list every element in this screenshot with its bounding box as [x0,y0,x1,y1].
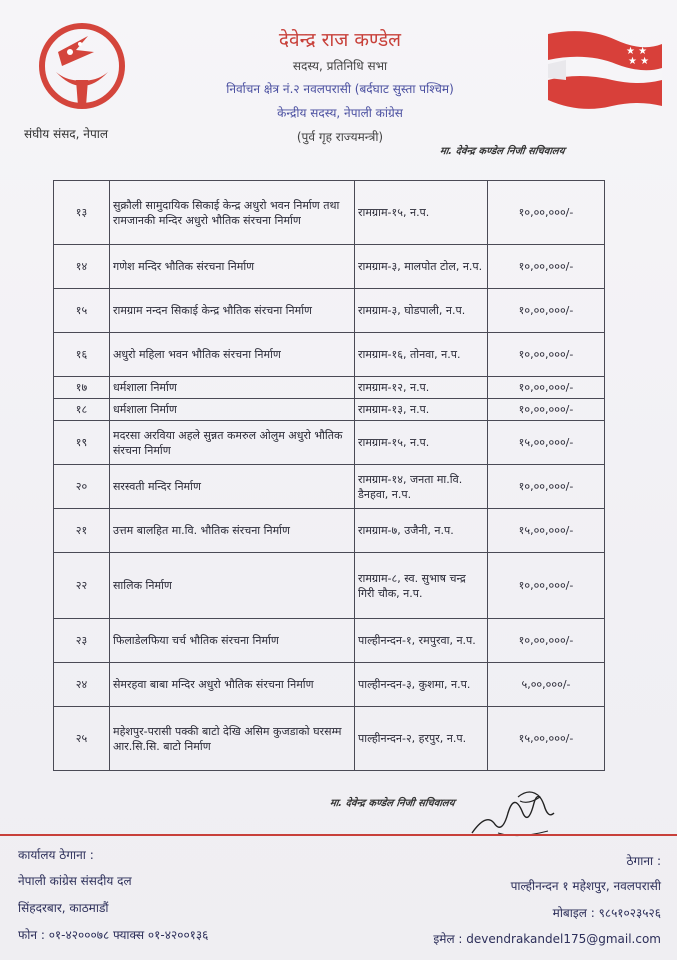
row-serial-number: १७ [54,377,110,399]
party-flag-icon [546,30,664,110]
row-serial-number: १६ [54,333,110,377]
table-row [54,289,605,333]
row-location: रामग्राम-१२, न.प. [355,377,488,399]
row-description: रामग्राम नन्दन सिकाई केन्द्र भौतिक संरचना निर्माण [110,289,355,333]
office-address-line1: नेपाली कांग्रेस संसदीय दल [18,874,132,888]
row-amount: १५,००,०००/- [488,509,605,553]
row-location: पाल्हीनन्दन-१, रमपुरवा, न.प. [355,619,488,663]
row-description: सेमरहवा बाबा मन्दिर अधुरो भौतिक संरचना निर्माण [110,663,355,707]
table-row [54,333,605,377]
member-role: सदस्य, प्रतिनिधि सभा [292,59,388,73]
row-serial-number: २२ [54,553,110,619]
row-amount: १०,००,०००/- [488,245,605,289]
table-row [54,399,605,421]
row-location: रामग्राम-१५, न.प. [355,421,488,465]
table-row [54,509,605,553]
row-description: फिलाडेलफिया चर्च भौतिक संरचना निर्माण [110,619,355,663]
table-row [54,245,605,289]
row-serial-number: १८ [54,399,110,421]
home-address-label: ठेगाना : [626,854,661,868]
row-description: धर्मशाला निर्माण [110,377,355,399]
row-amount: १०,००,०००/- [488,619,605,663]
row-serial-number: २३ [54,619,110,663]
table-row [54,707,605,771]
office-address-line2: सिंहदरबार, काठमाडौं [18,901,109,915]
former-position: (पुर्व गृह राज्यमन्त्री) [296,130,384,144]
project-table-body [54,181,605,771]
row-description: महेशपुर-परासी पक्की बाटो देखि असिम कुजडाको घरसम्म आर.सि.सि. बाटो निर्माण [110,707,355,771]
row-amount: १०,००,०००/- [488,333,605,377]
row-location: पाल्हीनन्दन-२, हरपुर, न.प. [355,707,488,771]
row-amount: १०,००,०००/- [488,377,605,399]
row-description: अधुरो महिला भवन भौतिक संरचना निर्माण [110,333,355,377]
row-amount: १०,००,०००/- [488,553,605,619]
secretariat-stamp-label: मा. देवेन्द्र कण्डेल निजी सचिवालय [329,798,456,809]
project-table [53,180,605,771]
home-address-line1: पाल्हीनन्दन १ महेशपुर, नवलपरासी [510,879,661,893]
row-location: रामग्राम-१३, न.प. [355,399,488,421]
row-serial-number: २५ [54,707,110,771]
row-location: पाल्हीनन्दन-३, कुशमा, न.प. [355,663,488,707]
row-location: रामग्राम-७, उजैनी, न.प. [355,509,488,553]
row-serial-number: २० [54,465,110,509]
row-serial-number: १५ [54,289,110,333]
row-serial-number: २१ [54,509,110,553]
row-amount: १०,००,०००/- [488,465,605,509]
secretariat-label: मा. देवेन्द्र कण्डेल निजी सचिवालय [439,146,566,157]
row-description: गणेश मन्दिर भौतिक संरचना निर्माण [110,245,355,289]
row-amount: ५,००,०००/- [488,663,605,707]
member-name: देवेन्द्र राज कण्डेल [278,29,402,51]
parliament-label: संघीय संसद, नेपाल [24,127,109,141]
row-description: सालिक निर्माण [110,553,355,619]
office-phone: फोन : ०१-४२०००७८ फ्याक्स ०१-४२००१३६ [18,928,209,942]
table-row [54,377,605,399]
row-description: सुक्रौली सामुदायिक सिकाई केन्द्र अधुरो भवन निर्माण तथा रामजानकी मन्दिर अधुरो भौतिक संरचना निर्माण [110,181,355,245]
table-row [54,619,605,663]
table-row [54,465,605,509]
table-row [54,663,605,707]
svg-text:★ ★: ★ ★ [628,56,650,67]
party-role: केन्द्रीय सदस्य, नेपाली कांग्रेस [277,106,403,120]
row-amount: १०,००,०००/- [488,399,605,421]
table-row [54,421,605,465]
email-label: इमेल : [433,932,463,946]
row-description: सरस्वती मन्दिर निर्माण [110,465,355,509]
row-serial-number: १४ [54,245,110,289]
row-description: उत्तम बालहित मा.वि. भौतिक संरचना निर्माण [110,509,355,553]
row-location: रामग्राम-३, घोडपाली, न.प. [355,289,488,333]
row-location: रामग्राम-१६, तोनवा, न.प. [355,333,488,377]
row-location: रामग्राम-८, स्व. सुभाष चन्द्र गिरी चौक, न.प. [355,553,488,619]
row-amount: १५,००,०००/- [488,421,605,465]
row-amount: १०,००,०००/- [488,181,605,245]
email-line [433,930,661,947]
row-description: मदरसा अरविया अहले सुन्नत कमरुल ओलुम अधुरो भौतिक संरचना निर्माण [110,421,355,465]
row-serial-number: १३ [54,181,110,245]
row-amount: १५,००,०००/- [488,707,605,771]
svg-text:★ ★: ★ ★ [626,46,648,57]
row-description: धर्मशाला निर्माण [110,399,355,421]
row-serial-number: २४ [54,663,110,707]
office-address-label: कार्यालय ठेगाना : [18,848,94,862]
table-row [54,181,605,245]
mobile-number: मोबाइल : ९८५१०२३५२६ [552,906,661,920]
table-row [54,553,605,619]
nepali-congress-logo-icon [36,22,128,118]
footer-divider [0,834,677,836]
row-location: रामग्राम-१५, न.प. [355,181,488,245]
row-amount: १०,००,०००/- [488,289,605,333]
row-location: रामग्राम-१४, जनता मा.वि. डैनहवा, न.प. [355,465,488,509]
email-link[interactable]: devendrakandel175@gmail.com [466,932,661,946]
row-serial-number: १९ [54,421,110,465]
row-location: रामग्राम-३, मालपोत टोल, न.प. [355,245,488,289]
constituency: निर्वाचन क्षेत्र नं.२ नवलपरासी (बर्दघाट सुस्ता पश्चिम) [226,82,454,96]
